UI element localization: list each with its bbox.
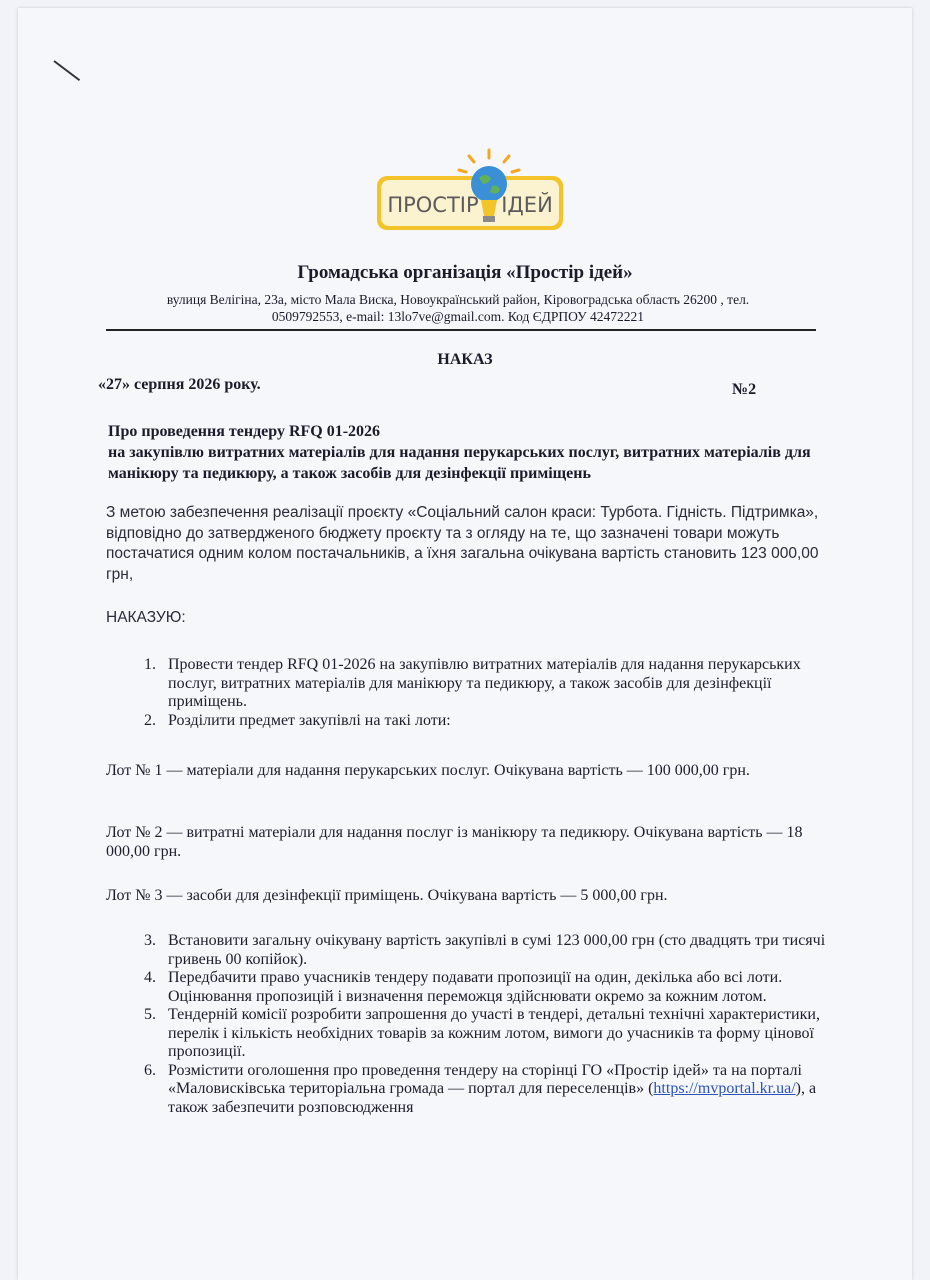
document-page [18,8,912,1280]
lot-2: Лот № 2 — витратні матеріали для надання послуг із манікюру та педикюру. Очікувана вартість — 18 000,00 грн. [106,824,803,860]
preamble-paragraph: З метою забезпечення реалізації проєкту «Соціальний салон краси: Турбота. Гідність. Підтримка», відповідно до затвердженого бюджету проєкту та з огляду на те, що зазначені товари можуть постачатися одним колом постачальників, а їхня загальна очікувана вартість становить 123 000,00 грн, [106,504,819,583]
logo-left-text: ПРОСТІР [387,193,479,217]
order-subject [108,421,828,484]
org-logo [375,148,565,234]
logo-right-text: ІДЕЙ [501,193,553,217]
lot-3: Лот № 3 — засоби для дезінфекції приміщень. Очікувана вартість — 5 000,00 грн. [106,887,668,904]
order-item-6 [160,1062,840,1118]
portal-link[interactable]: https://mvportal.kr.ua/ [653,1080,796,1097]
order-item: 2. Розділити предмет закупівлі на такі лоти: [160,712,840,731]
order-item: 5. Тендерній комісії розробити запрошення до участі в тендері, детальні технічні характеристики, перелік і кількість необхідних товарів за кожним лотом, вимоги до учасників та форму цінової пропозиції. [160,1006,840,1062]
order-item: 1. Провести тендер RFQ 01-2026 на закупівлю витратних матеріалів для надання перукарських послуг, витратних матеріалів для манікюру та педикюру, а також засобів для дезінфекції приміщень. [160,656,840,712]
org-address [118,291,798,325]
command-heading: НАКАЗУЮ: [106,609,186,626]
item6-text-before: Розмістити оголошення про проведення тендеру на сторінці ГО «Простір ідей» та на порталі «Маловисківська територіальна громада — портал для переселенців» ( [168,1061,802,1097]
order-items-second [128,932,840,1117]
order-item: 3. Встановити загальну очікувану вартість закупівлі в сумі 123 000,00 грн (сто двадцять три тисячі гривень 00 копійок). [160,932,840,969]
lot-1: Лот № 1 — матеріали для надання перукарських послуг. Очікувана вартість — 100 000,00 грн. [106,762,750,779]
subject-line-1: Про проведення тендеру RFQ 01-2026 [108,423,381,440]
header-divider [106,329,816,331]
order-number: №2 [732,381,757,398]
address-line-2: 0509792553, e-mail: 13lo7ve@gmail.com. Код ЄДРПОУ 42472221 [271,309,645,324]
org-name: Громадська організація «Простір ідей» [297,262,633,283]
address-line-1: вулиця Велігіна, 23а, місто Мала Виска, Новоукраїнський район, Кіровоградська область 26200 , тел. [166,292,750,307]
item6-text-after: ), а також забезпечити розповсюдження [168,1080,817,1116]
order-title: НАКАЗ [437,351,493,368]
order-items-first [128,656,840,730]
pen-mark [53,60,80,81]
order-item: 4. Передбачити право учасників тендеру подавати пропозиції на один, декілька або всі лоти. Оцінювання пропозицій і визначення переможця здійснювати окремо за кожним лотом. [160,969,840,1006]
subject-line-2: на закупівлю витратних матеріалів для надання перукарських послуг, витратних матеріалів для манікюру та педикюру, а також засобів для дезінфекції приміщень [108,444,811,482]
order-date: «27» серпня 2026 року. [98,376,261,393]
